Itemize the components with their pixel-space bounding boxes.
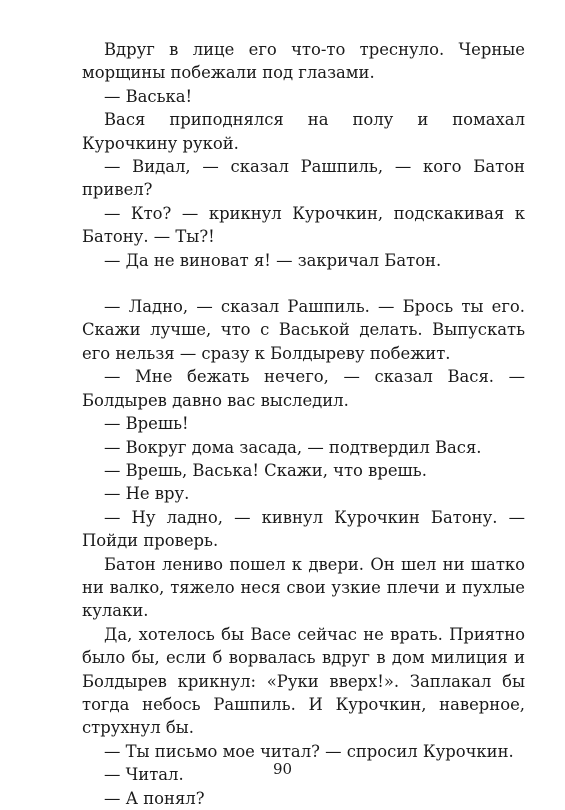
paragraph: — Ты письмо мое читал? — спросил Курочкин. <box>104 741 514 761</box>
paragraph: Да, хотелось бы Васе сейчас не врать. Приятно было бы, если б ворвалась вдруг в дом милиция и Болдырев крикнул: «Руки вверх!». Заплакал бы тогда небось Рашпиль. И Курочкин, наверное, струхнул бы. <box>82 624 525 738</box>
paragraph: — Врешь! <box>104 414 189 434</box>
paragraph: — Видал, — сказал Рашпиль, — кого Батон привел? <box>82 157 525 200</box>
paragraph: Вася приподнялся на полу и помахал Курочкину рукой. <box>82 110 525 153</box>
paragraph: — Кто? — крикнул Курочкин, подскакивая к Батону. — Ты?! <box>82 203 525 247</box>
paragraph: — Вокруг дома засада, — подтвердил Вася. <box>104 437 482 457</box>
paragraph: — Ну ладно, — кивнул Курочкин Батону. — Пойди проверь. <box>82 507 525 551</box>
page-number: 90 <box>272 760 293 778</box>
page-body <box>82 38 525 810</box>
paragraph: — Читал. <box>104 765 184 785</box>
paragraph: — Ладно, — сказал Рашпиль. — Брось ты его. Скажи лучше, что с Васькой делать. Выпускать его нельзя — сразу к Болдыреву побежит. <box>82 297 525 363</box>
paragraph: — Да не виноват я! — закричал Батон. <box>104 250 442 270</box>
paragraph: — Мне бежать нечего, — сказал Вася. — Болдырев давно вас выследил. <box>82 367 525 410</box>
section-gap <box>82 272 525 295</box>
paragraph: — Врешь, Васька! Скажи, что врешь. <box>104 460 427 480</box>
paragraph: Батон лениво пошел к двери. Он шел ни шатко ни валко, тяжело неся свои узкие плечи и пухлые кулаки. <box>82 554 525 621</box>
paragraph: — Васька! <box>104 86 193 106</box>
paragraph: Вдруг в лице его что-то треснуло. Черные морщины побежали под глазами. <box>82 40 525 83</box>
paragraph: — Не вру. <box>104 484 190 504</box>
paragraph: — А понял? <box>104 788 205 808</box>
